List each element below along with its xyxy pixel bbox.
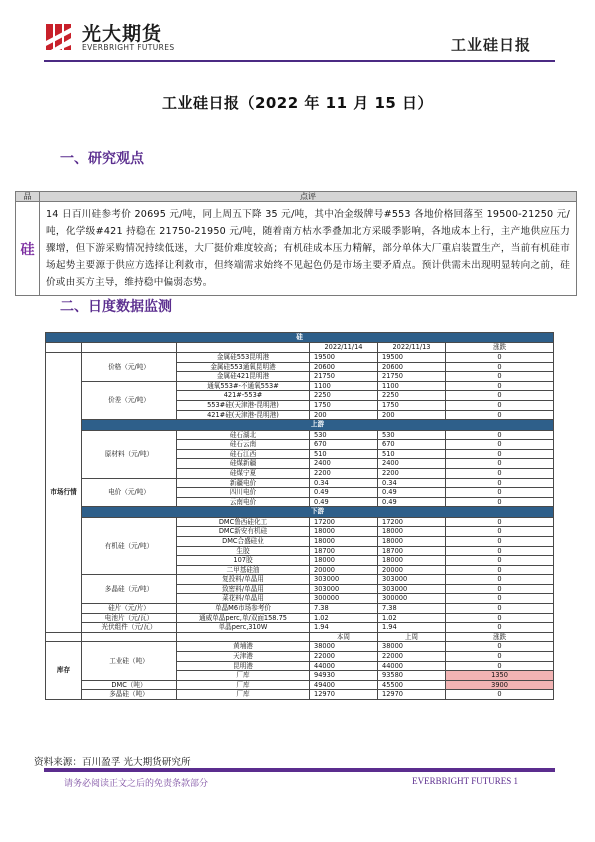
- research-view-table: [15, 191, 577, 296]
- item-name: 金属硅553通氧昆明港: [177, 362, 310, 372]
- header-row: [46, 343, 554, 353]
- value-current: 18700: [310, 546, 378, 556]
- value-previous: 0.49: [378, 488, 446, 498]
- item-name: 421#-553#: [177, 391, 310, 401]
- view-table-header: [16, 192, 577, 202]
- view-comment-text: 14 日百川硅参考价 20695 元/吨，同上周五下降 35 元/吨，其中冶金级牌号#553 各地价格回落至 19500-21250 元/吨，化学级#421 持稳在 21750-21950 元/吨，随着南方枯水季叠加北方采暖季影响，各地成本上行，主产地供应压力骤增，但下游采购情况持续低迷，大厂挺价难度较高；有机硅成本压力精解，部分单体大厂重启装置生产，当前有机硅市场起势主要源于供应方选择让利救市，但终端需求始终不见起色仍是市场主要矛盾点。预计供需未出现明显转向之前，硅价或由买方主导，维持稳中偏弱态势。: [40, 202, 577, 296]
- item-name: 四川电价: [177, 488, 310, 498]
- value-previous: 200: [378, 410, 446, 420]
- value-change: 0: [446, 449, 554, 459]
- item-name: 单晶perc,310W: [177, 623, 310, 633]
- price-row: [46, 353, 554, 363]
- band-row: [46, 420, 554, 430]
- value-current: 1100: [310, 381, 378, 391]
- value-current: 1750: [310, 400, 378, 410]
- value-previous: 2400: [378, 459, 446, 469]
- item-name: 金属硅553昆明港: [177, 353, 310, 363]
- value-previous: 670: [378, 440, 446, 450]
- item-name: 硅石湖北: [177, 430, 310, 440]
- view-category: 硅: [16, 202, 40, 296]
- value-previous: 7.38: [378, 604, 446, 614]
- wafer-row: [46, 604, 554, 614]
- value-previous: 18000: [378, 527, 446, 537]
- value-change: 0: [446, 400, 554, 410]
- value-previous: 0.34: [378, 478, 446, 488]
- item-name: 新疆电价: [177, 478, 310, 488]
- table-cell: [82, 632, 177, 642]
- value-previous: 303000: [378, 575, 446, 585]
- value-change: 0: [446, 410, 554, 420]
- item-name: DMC新安有机硅: [177, 527, 310, 537]
- value-previous: 2250: [378, 391, 446, 401]
- value-change: 1350: [446, 671, 554, 681]
- everbright-logo-icon: [44, 20, 78, 54]
- value-change: 0: [446, 584, 554, 594]
- value-current: 20600: [310, 362, 378, 372]
- item-name: 通威单晶perc,单/双面158.75: [177, 613, 310, 623]
- value-current: 2200: [310, 468, 378, 478]
- group-market: 市场行情: [46, 353, 82, 633]
- table-cell: [177, 343, 310, 353]
- cell-row: [46, 613, 554, 623]
- header-last-week: 上周: [378, 632, 446, 642]
- item-name: 黄埔港: [177, 642, 310, 652]
- value-change: 0: [446, 556, 554, 566]
- item-name: 厂库: [177, 690, 310, 700]
- value-change: 0: [446, 517, 554, 527]
- subgroup-label: 电池片（元/瓦）: [82, 613, 177, 623]
- value-change: 0: [446, 536, 554, 546]
- value-current: 94930: [310, 671, 378, 681]
- value-previous: 300000: [378, 594, 446, 604]
- value-current: 18000: [310, 527, 378, 537]
- band-row: [46, 333, 554, 343]
- value-current: 300000: [310, 594, 378, 604]
- stock-header-row: [46, 632, 554, 642]
- item-name: 厂库: [177, 680, 310, 690]
- inventory-row: [46, 690, 554, 700]
- item-name: 硅石云南: [177, 440, 310, 450]
- item-name: 553#硅(天津港-昆明港): [177, 400, 310, 410]
- header-change: 涨跌: [446, 632, 554, 642]
- daily-data-table: [45, 332, 554, 700]
- value-current: 38000: [310, 642, 378, 652]
- subgroup-label: DMC（吨）: [82, 680, 177, 690]
- item-name: 通氧553#-不通氧553#: [177, 381, 310, 391]
- value-current: 17200: [310, 517, 378, 527]
- table-cell: [177, 632, 310, 642]
- value-change: 0: [446, 468, 554, 478]
- value-current: 303000: [310, 584, 378, 594]
- value-change: 0: [446, 594, 554, 604]
- subgroup-label: 光伏组件（元/瓦）: [82, 623, 177, 633]
- item-name: 复投料/单晶用: [177, 575, 310, 585]
- value-previous: 18700: [378, 546, 446, 556]
- value-previous: 2200: [378, 468, 446, 478]
- document-title: 工业硅日报（2022 年 11 月 15 日）: [161, 94, 434, 112]
- item-name: 致密料/单晶用: [177, 584, 310, 594]
- item-name: 二甲基硅油: [177, 565, 310, 575]
- page-header: [0, 0, 595, 64]
- value-change: 0: [446, 478, 554, 488]
- value-current: 22000: [310, 652, 378, 662]
- item-name: 107胶: [177, 556, 310, 566]
- section-heading-views: 一、研究观点: [60, 151, 144, 167]
- header-date-2: 2022/11/13: [378, 343, 446, 353]
- value-current: 1.02: [310, 613, 378, 623]
- subgroup-label: 有机硅（元/吨）: [82, 517, 177, 575]
- item-name: 云南电价: [177, 497, 310, 507]
- value-previous: 19500: [378, 353, 446, 363]
- item-name: 单晶M6市场参考价: [177, 604, 310, 614]
- section-heading-data: 二、日度数据监测: [60, 299, 172, 315]
- value-previous: 20600: [378, 362, 446, 372]
- value-change: 0: [446, 613, 554, 623]
- value-current: 0.49: [310, 488, 378, 498]
- item-name: 生胶: [177, 546, 310, 556]
- value-current: 530: [310, 430, 378, 440]
- inventory-row: [46, 680, 554, 690]
- value-change: 0: [446, 488, 554, 498]
- brand-name-en: EVERBRIGHT FUTURES: [82, 43, 175, 52]
- value-change: 0: [446, 381, 554, 391]
- value-change: 0: [446, 546, 554, 556]
- value-change: 0: [446, 604, 554, 614]
- value-change: 0: [446, 440, 554, 450]
- footer-divider: [44, 768, 555, 772]
- subgroup-label: 电价（元/吨）: [82, 478, 177, 507]
- spread-row: [46, 381, 554, 391]
- subgroup-label: 工业硅（吨）: [82, 642, 177, 680]
- value-previous: 21750: [378, 372, 446, 382]
- value-current: 2250: [310, 391, 378, 401]
- value-current: 510: [310, 449, 378, 459]
- header-comment: 点评: [40, 192, 577, 202]
- subgroup-label: 多晶硅（元/吨）: [82, 575, 177, 604]
- subgroup-label: 原材料（元/吨）: [82, 430, 177, 478]
- header-change: 涨跌: [446, 343, 554, 353]
- value-current: 1.94: [310, 623, 378, 633]
- brand-name-cn: 光大期货: [82, 23, 163, 45]
- value-previous: 1.94: [378, 623, 446, 633]
- header-product: 品: [16, 192, 40, 202]
- value-change: 0: [446, 372, 554, 382]
- subgroup-label: 价差（元/吨）: [82, 381, 177, 419]
- group-inventory: 库存: [46, 642, 82, 700]
- value-current: 12970: [310, 690, 378, 700]
- value-previous: 17200: [378, 517, 446, 527]
- view-row: [16, 202, 577, 296]
- value-current: 21750: [310, 372, 378, 382]
- organic-silicon-row: [46, 517, 554, 527]
- value-current: 18000: [310, 536, 378, 546]
- value-current: 7.38: [310, 604, 378, 614]
- table-cell: [46, 343, 82, 353]
- value-previous: 530: [378, 430, 446, 440]
- value-current: 303000: [310, 575, 378, 585]
- value-previous: 12970: [378, 690, 446, 700]
- item-name: DMC合盛硅业: [177, 536, 310, 546]
- value-previous: 1.02: [378, 613, 446, 623]
- item-name: 昆明港: [177, 661, 310, 671]
- value-change: 0: [446, 652, 554, 662]
- value-current: 20000: [310, 565, 378, 575]
- band-row: [46, 507, 554, 517]
- value-current: 19500: [310, 353, 378, 363]
- table-cell: [82, 343, 177, 353]
- band-downstream: 下游: [82, 507, 554, 517]
- value-previous: 93580: [378, 671, 446, 681]
- value-change: 0: [446, 497, 554, 507]
- header-date-1: 2022/11/14: [310, 343, 378, 353]
- band-silicon: 硅: [46, 333, 554, 343]
- value-change: 0: [446, 459, 554, 469]
- header-title: 工业硅日报: [450, 36, 531, 54]
- raw-material-row: [46, 430, 554, 440]
- value-previous: 45500: [378, 680, 446, 690]
- subgroup-label: 多晶硅（吨）: [82, 690, 177, 700]
- value-current: 49400: [310, 680, 378, 690]
- value-change: 0: [446, 565, 554, 575]
- value-current: 44000: [310, 661, 378, 671]
- subgroup-label: 价格（元/吨）: [82, 353, 177, 382]
- value-previous: 18000: [378, 556, 446, 566]
- value-change: 3900: [446, 680, 554, 690]
- value-change: 0: [446, 430, 554, 440]
- value-change: 0: [446, 575, 554, 585]
- inventory-row: [46, 642, 554, 652]
- value-change: 0: [446, 690, 554, 700]
- item-name: 硅煤新疆: [177, 459, 310, 469]
- value-current: 0.34: [310, 478, 378, 488]
- value-change: 0: [446, 362, 554, 372]
- item-name: 天津港: [177, 652, 310, 662]
- power-price-row: [46, 478, 554, 488]
- value-change: 0: [446, 642, 554, 652]
- value-previous: 22000: [378, 652, 446, 662]
- item-name: 菜花料/单晶用: [177, 594, 310, 604]
- footer-disclaimer: 请务必阅读正文之后的免责条款部分: [64, 779, 209, 789]
- value-current: 670: [310, 440, 378, 450]
- value-change: 0: [446, 353, 554, 363]
- value-previous: 510: [378, 449, 446, 459]
- polysilicon-row: [46, 575, 554, 585]
- value-current: 18000: [310, 556, 378, 566]
- value-previous: 18000: [378, 536, 446, 546]
- item-name: 421#硅(天津港-昆明港): [177, 410, 310, 420]
- value-previous: 38000: [378, 642, 446, 652]
- item-name: 厂库: [177, 671, 310, 681]
- value-current: 200: [310, 410, 378, 420]
- value-previous: 0.49: [378, 497, 446, 507]
- item-name: 金属硅421昆明港: [177, 372, 310, 382]
- value-change: 0: [446, 661, 554, 671]
- data-source: 资料来源：百川盈孚 光大期货研究所: [34, 757, 191, 768]
- value-previous: 1100: [378, 381, 446, 391]
- item-name: DMC鲁西硅化工: [177, 517, 310, 527]
- module-row: [46, 623, 554, 633]
- value-previous: 1750: [378, 400, 446, 410]
- item-name: 硅煤宁夏: [177, 468, 310, 478]
- value-current: 0.49: [310, 497, 378, 507]
- band-upstream: 上游: [82, 420, 554, 430]
- value-previous: 20000: [378, 565, 446, 575]
- value-change: 0: [446, 527, 554, 537]
- subgroup-label: 硅片（元/片）: [82, 604, 177, 614]
- footer-brand-page: EVERBRIGHT FUTURES 1: [412, 776, 518, 786]
- item-name: 硅石江西: [177, 449, 310, 459]
- header-this-week: 本周: [310, 632, 378, 642]
- value-previous: 303000: [378, 584, 446, 594]
- value-change: 0: [446, 391, 554, 401]
- value-current: 2400: [310, 459, 378, 469]
- header-divider: [44, 60, 555, 62]
- value-change: 0: [446, 623, 554, 633]
- table-cell: [46, 632, 82, 642]
- value-previous: 44000: [378, 661, 446, 671]
